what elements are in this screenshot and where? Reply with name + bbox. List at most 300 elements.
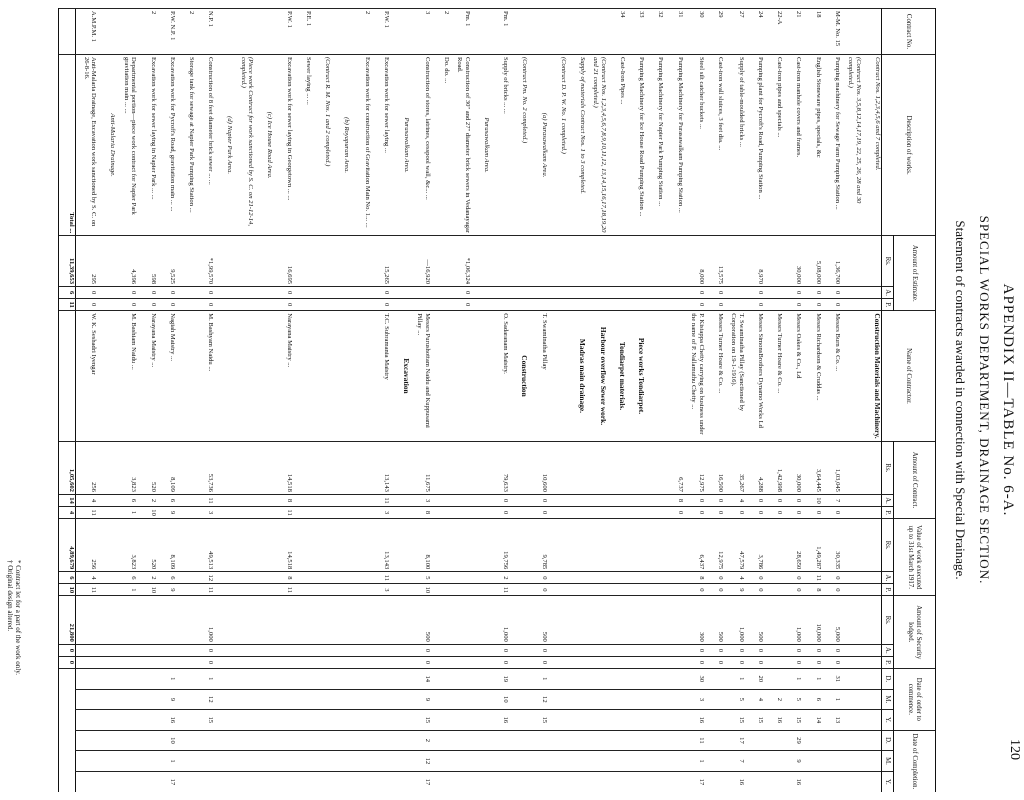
table-row bbox=[626, 9, 645, 793]
cell-contract-a bbox=[331, 494, 350, 506]
cell-executed-rs bbox=[450, 519, 471, 572]
table-row bbox=[509, 9, 528, 793]
table-row bbox=[822, 9, 841, 793]
cell-completion-year bbox=[137, 771, 156, 792]
cell-commence-year bbox=[274, 710, 293, 731]
cell-estimate-p bbox=[490, 299, 509, 311]
cell-estimate-rs: *1,06,324 bbox=[450, 236, 471, 287]
cell-executed-p: 10 bbox=[137, 584, 156, 596]
cell-estimate-p: 0 bbox=[116, 299, 137, 311]
cell-estimate-a bbox=[471, 287, 490, 299]
cell-commence-year: 16 bbox=[157, 710, 176, 731]
total-blank bbox=[59, 311, 76, 442]
cell-estimate-p: 0 bbox=[76, 299, 98, 311]
cell-executed-p bbox=[509, 584, 528, 596]
cell-contract-rs bbox=[567, 441, 586, 494]
cell-commence-month bbox=[645, 689, 664, 710]
cell-contract-no: Pm. 1 bbox=[490, 9, 509, 55]
cell-completion-month: 9 bbox=[783, 751, 802, 772]
cell-security-rs: 300 bbox=[684, 596, 705, 644]
cell-description: Sewer laying ... ... bbox=[293, 54, 312, 235]
table-row bbox=[410, 9, 431, 793]
cell-security-p bbox=[312, 656, 331, 668]
cell-security-p bbox=[509, 656, 528, 668]
cell-contract-no bbox=[331, 9, 350, 55]
cell-contract-p bbox=[548, 507, 567, 519]
table-row bbox=[233, 9, 254, 793]
cell-contractor: Messrs Purushottam Naidu and Kuppusami Pillay ... bbox=[410, 311, 431, 442]
cell-estimate-a: 0 bbox=[745, 287, 764, 299]
cell-contractor: P. Kistappa Chetty carrying on business under the name of P. Nallamuthu Chetty ... bbox=[684, 311, 705, 442]
cell-contract-a: 10 bbox=[802, 494, 821, 506]
cell-contract-a bbox=[626, 494, 645, 506]
cell-completion-year bbox=[509, 771, 528, 792]
cell-contract-no: P.E. 1 bbox=[293, 9, 312, 55]
cell-estimate-a bbox=[548, 287, 567, 299]
cell-commence-year bbox=[214, 710, 233, 731]
unit-rs: Rs. bbox=[882, 236, 894, 287]
cell-estimate-p: 0 bbox=[802, 299, 821, 311]
cell-commence-day: 20 bbox=[745, 669, 764, 690]
cell-estimate-a bbox=[862, 287, 882, 299]
cell-executed-a: 0 bbox=[528, 572, 547, 584]
cell-estimate-p: 0 bbox=[195, 299, 214, 311]
cell-estimate-rs: 5,08,000 bbox=[802, 236, 821, 287]
cell-contract-p bbox=[862, 507, 882, 519]
cell-security-a: 0 bbox=[490, 644, 509, 656]
cell-commence-month bbox=[350, 689, 371, 710]
cell-contract-a: 0 bbox=[684, 494, 705, 506]
cell-description: Cast-iron pipes and specials ... bbox=[764, 54, 783, 235]
cell-contract-rs bbox=[450, 441, 471, 494]
cell-contractor: M. Bashiam Naidu ... bbox=[116, 311, 137, 442]
cell-security-p: 0 bbox=[410, 656, 431, 668]
cell-security-a bbox=[312, 644, 331, 656]
cell-completion-month: 12 bbox=[410, 751, 431, 772]
cell-estimate-rs: ―16,920 bbox=[410, 236, 431, 287]
cell-security-a bbox=[331, 644, 350, 656]
cell-contract-no: 18 bbox=[802, 9, 821, 55]
cell-contract-rs bbox=[293, 441, 312, 494]
cell-executed-rs bbox=[607, 519, 626, 572]
cell-contract-rs: 256 bbox=[76, 441, 98, 494]
cell-security-p bbox=[371, 656, 390, 668]
cell-contractor: Tondiarpet materials. bbox=[607, 311, 626, 442]
total-contract-a: 14 bbox=[59, 494, 76, 506]
cell-completion-month bbox=[509, 751, 528, 772]
table-row bbox=[254, 9, 273, 793]
cell-completion-day: 10 bbox=[157, 730, 176, 751]
cell-executed-a bbox=[450, 572, 471, 584]
table-row bbox=[450, 9, 471, 793]
cell-estimate-rs bbox=[626, 236, 645, 287]
cell-commence-year bbox=[76, 710, 98, 731]
cell-commence-day bbox=[645, 669, 664, 690]
cell-commence-month: 1 bbox=[822, 689, 841, 710]
cell-description: (Contract Nos. 3,5,8,12,14,17,19, 22, 25, 26, 28 and 30 completed.) bbox=[841, 54, 862, 235]
cell-executed-rs: 28,650 bbox=[783, 519, 802, 572]
cell-contract-rs: 12,975 bbox=[684, 441, 705, 494]
cell-commence-month: 10 bbox=[490, 689, 509, 710]
cell-contract-no: P.W. 1 bbox=[274, 9, 293, 55]
cell-contract-rs bbox=[312, 441, 331, 494]
cell-description: Cast-iron wall sluices, 3 feet dia. ... bbox=[705, 54, 724, 235]
cell-completion-month bbox=[802, 751, 821, 772]
cell-contract-no: 2 bbox=[431, 9, 450, 55]
cell-completion-month bbox=[745, 751, 764, 772]
cell-commence-day bbox=[764, 669, 783, 690]
cell-security-a bbox=[371, 644, 390, 656]
cell-commence-day: 1 bbox=[802, 669, 821, 690]
cell-estimate-a bbox=[97, 287, 116, 299]
cell-commence-day bbox=[665, 669, 684, 690]
cell-security-p bbox=[586, 656, 607, 668]
cell-security-p: 0 bbox=[822, 656, 841, 668]
table-row bbox=[490, 9, 509, 793]
cell-security-rs bbox=[607, 596, 626, 644]
cell-executed-p: 0 bbox=[745, 584, 764, 596]
cell-security-a bbox=[390, 644, 409, 656]
cell-completion-month bbox=[371, 751, 390, 772]
cell-executed-rs bbox=[233, 519, 254, 572]
cell-executed-p bbox=[471, 584, 490, 596]
cell-executed-rs: 49,513 bbox=[195, 519, 214, 572]
cell-executed-rs bbox=[509, 519, 528, 572]
total-contract-p: 4 bbox=[59, 507, 76, 519]
cell-completion-day bbox=[312, 730, 331, 751]
cell-description: Pumping Machinery for Purasawalkam Pumping Station ... bbox=[665, 54, 684, 235]
table-row bbox=[802, 9, 821, 793]
cell-security-a bbox=[607, 644, 626, 656]
cell-description: Supply of table-moulded bricks ... bbox=[724, 54, 745, 235]
cell-contract-a bbox=[176, 494, 195, 506]
cell-description: Cast-Iron Pipes ... bbox=[607, 54, 626, 235]
cell-executed-rs: 13,143 bbox=[371, 519, 390, 572]
cell-contract-no bbox=[116, 9, 137, 55]
cell-contract-a: 0 bbox=[745, 494, 764, 506]
cell-contract-p bbox=[509, 507, 528, 519]
cell-contract-p bbox=[214, 507, 233, 519]
cell-security-a bbox=[76, 644, 98, 656]
cell-estimate-p bbox=[390, 299, 409, 311]
cell-estimate-rs bbox=[490, 236, 509, 287]
cell-estimate-p bbox=[176, 299, 195, 311]
cell-executed-a bbox=[293, 572, 312, 584]
cell-contractor bbox=[97, 311, 116, 442]
contracts-body bbox=[76, 9, 882, 793]
cell-executed-p bbox=[293, 584, 312, 596]
cell-completion-month bbox=[626, 751, 645, 772]
cell-contract-p bbox=[97, 507, 116, 519]
cell-description: Do. do. ... bbox=[431, 54, 450, 235]
cell-completion-day bbox=[705, 730, 724, 751]
cell-contractor: M. Bashyam Naidu ... bbox=[195, 311, 214, 442]
footnote-contract-part: * Contract let for a part of the work only. bbox=[14, 560, 22, 676]
cell-commence-month: 6 bbox=[802, 689, 821, 710]
cell-completion-year bbox=[626, 771, 645, 792]
cell-commence-year bbox=[450, 710, 471, 731]
cell-estimate-rs bbox=[233, 236, 254, 287]
cell-commence-year: 13 bbox=[822, 710, 841, 731]
cell-commence-month bbox=[431, 689, 450, 710]
cell-contract-a bbox=[431, 494, 450, 506]
cell-commence-day bbox=[274, 669, 293, 690]
cell-contract-p: 0 bbox=[745, 507, 764, 519]
cell-description: Pumping Machinery for Ice House Road Pumping Station ... bbox=[626, 54, 645, 235]
cell-contract-rs bbox=[548, 441, 567, 494]
cell-description: Excavation work for sewer laying in Georgetown ... ... bbox=[274, 54, 293, 235]
cell-executed-rs: 520 bbox=[137, 519, 156, 572]
table-row bbox=[390, 9, 409, 793]
cell-contract-rs: 8,109 bbox=[157, 441, 176, 494]
cell-commence-year: 15 bbox=[195, 710, 214, 731]
table-row bbox=[705, 9, 724, 793]
cell-completion-month bbox=[293, 751, 312, 772]
cell-contract-a: 8 bbox=[665, 494, 684, 506]
cell-executed-rs bbox=[841, 519, 862, 572]
cell-completion-day bbox=[116, 730, 137, 751]
cell-estimate-p: 0 bbox=[137, 299, 156, 311]
col-contractor: Name of Contractor. bbox=[882, 311, 936, 442]
cell-completion-year bbox=[214, 771, 233, 792]
cell-contract-no: 32 bbox=[645, 9, 664, 55]
total-estimate-a: 6 bbox=[59, 287, 76, 299]
cell-executed-p bbox=[645, 584, 664, 596]
cell-estimate-rs: 295 bbox=[76, 236, 98, 287]
cell-contract-no bbox=[214, 9, 233, 55]
cell-commence-day: 30 bbox=[684, 669, 705, 690]
cell-commence-year bbox=[645, 710, 664, 731]
total-estimate-p: 11 bbox=[59, 299, 76, 311]
cell-estimate-p bbox=[214, 299, 233, 311]
table-row bbox=[684, 9, 705, 793]
cell-description: Anti-Malaria Drainage. bbox=[97, 54, 116, 235]
cell-commence-day: 1 bbox=[528, 669, 547, 690]
cell-security-p: 0 bbox=[490, 656, 509, 668]
cell-security-rs bbox=[764, 596, 783, 644]
cell-security-rs: 1,000 bbox=[490, 596, 509, 644]
cell-contractor: T. Swaminatha Pillay bbox=[528, 311, 547, 442]
cell-commence-month bbox=[626, 689, 645, 710]
cell-estimate-rs bbox=[567, 236, 586, 287]
cell-executed-rs: 14,518 bbox=[274, 519, 293, 572]
cell-estimate-a: 0 bbox=[76, 287, 98, 299]
cell-estimate-a bbox=[509, 287, 528, 299]
cell-contractor bbox=[254, 311, 273, 442]
cell-security-p bbox=[137, 656, 156, 668]
cell-contractor: Messrs Burn & Co. ... bbox=[822, 311, 841, 442]
cell-security-a: 0 bbox=[684, 644, 705, 656]
cell-completion-month: 7 bbox=[724, 751, 745, 772]
cell-executed-rs bbox=[548, 519, 567, 572]
cell-completion-year bbox=[490, 771, 509, 792]
cell-executed-rs bbox=[586, 519, 607, 572]
cell-commence-day bbox=[841, 669, 862, 690]
cell-commence-year bbox=[137, 710, 156, 731]
cell-description: Supply of materials Contract Nos. 1 to 3 completed. bbox=[567, 54, 586, 235]
cell-executed-p: 0 bbox=[783, 584, 802, 596]
cell-contract-p: 0 bbox=[684, 507, 705, 519]
cell-description: Purasawalkam Area. bbox=[471, 54, 490, 235]
footnote-design-altered: † Original design altered. bbox=[6, 560, 14, 632]
cell-completion-year bbox=[293, 771, 312, 792]
cell-estimate-p bbox=[862, 299, 882, 311]
cell-contractor: W. K. Seshadri Iyengar bbox=[76, 311, 98, 442]
cell-security-p bbox=[390, 656, 409, 668]
cell-contractor bbox=[471, 311, 490, 442]
cell-estimate-a: 0 bbox=[684, 287, 705, 299]
cell-completion-day bbox=[822, 730, 841, 751]
cell-completion-year bbox=[195, 771, 214, 792]
cell-contract-a: 2 bbox=[137, 494, 156, 506]
cell-estimate-p bbox=[548, 299, 567, 311]
cell-completion-year bbox=[802, 771, 821, 792]
cell-completion-day bbox=[390, 730, 409, 751]
cell-completion-day bbox=[645, 730, 664, 751]
cell-security-rs bbox=[350, 596, 371, 644]
cell-contract-a bbox=[97, 494, 116, 506]
cell-contract-a: 3 bbox=[410, 494, 431, 506]
cell-completion-month bbox=[586, 751, 607, 772]
cell-security-a bbox=[841, 644, 862, 656]
cell-contract-no bbox=[254, 9, 273, 55]
cell-completion-day bbox=[567, 730, 586, 751]
cell-estimate-rs bbox=[431, 236, 450, 287]
cell-commence-year bbox=[350, 710, 371, 731]
cell-contractor: T.C. Subramania Maistry bbox=[371, 311, 390, 442]
cell-commence-month bbox=[471, 689, 490, 710]
cell-executed-a bbox=[862, 572, 882, 584]
table-row bbox=[745, 9, 764, 793]
cell-description: Pumping machinery for Sewage Farm Pumping Station ... bbox=[822, 54, 841, 235]
cell-estimate-a bbox=[567, 287, 586, 299]
cell-executed-a bbox=[665, 572, 684, 584]
cell-security-rs bbox=[371, 596, 390, 644]
col-completion: Date of Completion. bbox=[894, 730, 936, 792]
cell-estimate-a: 0 bbox=[783, 287, 802, 299]
cell-contract-p: 10 bbox=[137, 507, 156, 519]
cell-commence-year bbox=[665, 710, 684, 731]
cell-estimate-a bbox=[293, 287, 312, 299]
cell-contractor: Harbour overflow Sewer work. bbox=[586, 311, 607, 442]
cell-completion-year bbox=[116, 771, 137, 792]
statement-caption: Statement of contracts awarded in connection with Special Drainage. bbox=[953, 220, 968, 580]
cell-contract-p bbox=[176, 507, 195, 519]
cell-estimate-p bbox=[665, 299, 684, 311]
cell-executed-p: 11 bbox=[490, 584, 509, 596]
cell-security-rs bbox=[626, 596, 645, 644]
cell-contract-a bbox=[450, 494, 471, 506]
cell-contract-rs: 11,675 bbox=[410, 441, 431, 494]
cell-commence-day bbox=[371, 669, 390, 690]
cell-estimate-a: 0 bbox=[116, 287, 137, 299]
cell-commence-day bbox=[97, 669, 116, 690]
cell-completion-month bbox=[274, 751, 293, 772]
cell-commence-month: 9 bbox=[410, 689, 431, 710]
cell-completion-day bbox=[450, 730, 471, 751]
cell-commence-day: 19 bbox=[490, 669, 509, 690]
cell-contract-a: 7 bbox=[822, 494, 841, 506]
cell-estimate-a bbox=[233, 287, 254, 299]
cell-executed-a: 0 bbox=[745, 572, 764, 584]
cell-commence-month bbox=[176, 689, 195, 710]
cell-security-rs bbox=[254, 596, 273, 644]
cell-description: Supply of bricks ... ... bbox=[490, 54, 509, 235]
cell-estimate-a bbox=[312, 287, 331, 299]
cell-contract-p bbox=[293, 507, 312, 519]
cell-description: Cast-iron manhole covers and frames. bbox=[783, 54, 802, 235]
cell-security-rs bbox=[97, 596, 116, 644]
cell-commence-year: 14 bbox=[802, 710, 821, 731]
cell-completion-year bbox=[390, 771, 409, 792]
cell-security-rs bbox=[76, 596, 98, 644]
table-row bbox=[862, 9, 882, 793]
cell-completion-month bbox=[764, 751, 783, 772]
cell-security-p bbox=[607, 656, 626, 668]
cell-completion-day bbox=[548, 730, 567, 751]
cell-contract-no: 30 bbox=[684, 9, 705, 55]
cell-completion-year bbox=[76, 771, 98, 792]
cell-contract-rs: 6,737 bbox=[665, 441, 684, 494]
cell-contract-no: 29 bbox=[705, 9, 724, 55]
cell-completion-day bbox=[76, 730, 98, 751]
cell-security-a bbox=[137, 644, 156, 656]
unit-p: P. bbox=[882, 656, 894, 668]
cell-estimate-rs bbox=[586, 236, 607, 287]
cell-security-rs bbox=[471, 596, 490, 644]
cell-contract-no bbox=[548, 9, 567, 55]
cell-security-a bbox=[350, 644, 371, 656]
cell-completion-year bbox=[841, 771, 862, 792]
cell-commence-month bbox=[116, 689, 137, 710]
cell-security-a: 0 bbox=[705, 644, 724, 656]
unit-m: M. bbox=[882, 751, 894, 772]
cell-security-p bbox=[665, 656, 684, 668]
cell-security-p bbox=[841, 656, 862, 668]
cell-security-rs bbox=[214, 596, 233, 644]
cell-security-rs bbox=[176, 596, 195, 644]
cell-security-rs: 1,000 bbox=[783, 596, 802, 644]
unit-y: Y. bbox=[882, 771, 894, 792]
cell-description: (Contract Pm. No. 2 completed.) bbox=[509, 54, 528, 235]
cell-estimate-p bbox=[841, 299, 862, 311]
cell-completion-month bbox=[97, 751, 116, 772]
cell-completion-month bbox=[331, 751, 350, 772]
cell-commence-day: 1 bbox=[783, 669, 802, 690]
cell-contractor bbox=[548, 311, 567, 442]
cell-commence-month bbox=[548, 689, 567, 710]
cell-commence-day bbox=[390, 669, 409, 690]
cell-estimate-rs bbox=[528, 236, 547, 287]
cell-security-p bbox=[626, 656, 645, 668]
cell-commence-year: 15 bbox=[724, 710, 745, 731]
cell-estimate-a: 0 bbox=[274, 287, 293, 299]
cell-estimate-rs bbox=[841, 236, 862, 287]
cell-estimate-p: 0 bbox=[783, 299, 802, 311]
unit-a: A. bbox=[882, 287, 894, 299]
cell-executed-a: 2 bbox=[490, 572, 509, 584]
cell-contract-a: 4 bbox=[76, 494, 98, 506]
cell-security-a bbox=[645, 644, 664, 656]
cell-security-p bbox=[331, 656, 350, 668]
cell-security-p bbox=[293, 656, 312, 668]
cell-contract-no bbox=[528, 9, 547, 55]
cell-contract-p: 11 bbox=[274, 507, 293, 519]
cell-executed-rs: 6,437 bbox=[684, 519, 705, 572]
cell-executed-rs bbox=[862, 519, 882, 572]
cell-completion-year bbox=[97, 771, 116, 792]
cell-contractor: Piece works Tondiarpet. bbox=[626, 311, 645, 442]
